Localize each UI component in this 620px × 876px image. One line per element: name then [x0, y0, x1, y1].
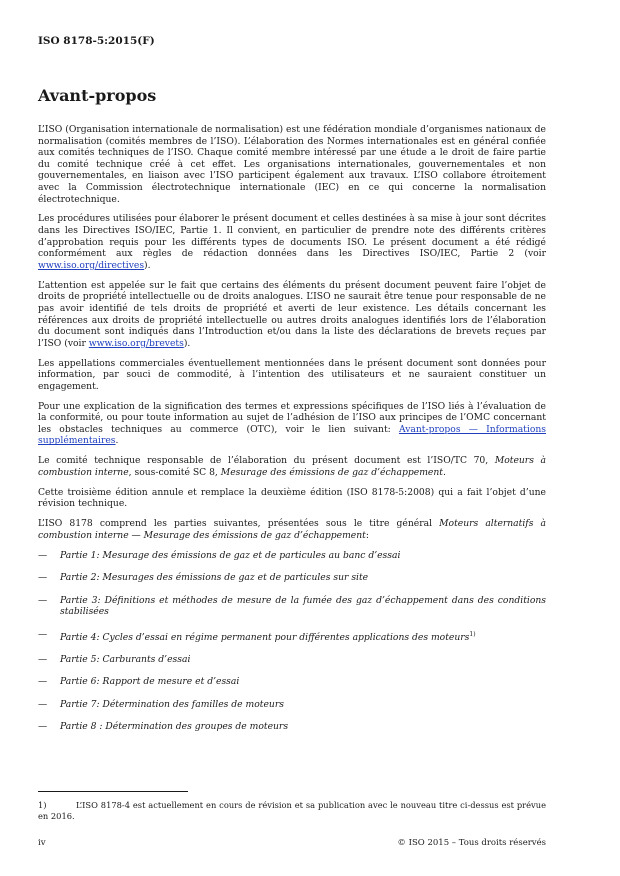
foreword-body	[38, 124, 546, 744]
standard-identifier: ISO 8178-5:2015(F)	[38, 35, 155, 47]
list-item: — Partie 2: Mesurages des émissions de gaz et de particules sur site	[38, 572, 369, 584]
paragraph-7: Cette troisième édition annule et remplace la deuxième édition (ISO 8178-5:2008) qui a fait l’objet d’une révision technique.	[38, 486, 546, 510]
list-item: — Partie 1: Mesurage des émissions de gaz et de particules au banc d’essai	[38, 549, 401, 561]
list-item: — Partie 4: Cycles d’essai en régime permanent pour différentes applications des moteurs$^{1)}$	[38, 628, 476, 643]
page-number: iv	[38, 838, 46, 848]
paragraph-3: L’attention est appelée sur le fait que certains des éléments du présent document peuvent faire l’objet de droits de propriété intellectuelle ou de droits analogues. L’ISO ne saurait être tenue pour responsable de ne pas avoir identifié de tels droits de propriété et averti de leur existence. Les détails concernant les références aux droits de propriété intellectuelle ou autres droits analogues identifiés lors de l’élaboration du document sont indiqués dans l’Introduction et/ou dans la liste des déclarations de brevets reçues par l’ISO (voir www.iso.org/brevets).	[38, 279, 546, 349]
paragraph-2: Les procédures utilisées pour élaborer le présent document et celles destinées à sa mise à jour sont décrites dans les Directives ISO/IEC, Partie 1. Il convient, en particulier de prendre note des différents critères d’approbation requis pour les différents types de documents ISO. Le présent document a été rédigé conformément aux règles de rédaction données dans les Directives ISO/IEC, Partie 2 (voir www.iso.org/directives).	[38, 213, 546, 271]
brevets-link[interactable]: www.iso.org/brevets	[88, 337, 184, 349]
paragraph-4: Les appellations commerciales éventuellement mentionnées dans le présent document sont données pour information, par souci de commodité, à l’intention des utilisateurs et ne sauraient constituer un engagement.	[38, 357, 546, 392]
list-dash: —	[38, 676, 48, 688]
supplementary-info-link[interactable]: Avant-propos — Informations supplémentaires	[38, 423, 546, 447]
list-item: — Partie 7: Détermination des familles de moteurs	[38, 698, 284, 710]
paragraph-6: Le comité technique responsable de l’élaboration du présent document est l’ISO/TC 70, Moteurs à combustion interne, sous-comité SC 8, Mesurage des émissions de gaz d’échappement.	[38, 455, 546, 478]
footnote-text: L’ISO 8178-4 est actuellement en cours de révision et sa publication avec le nouveau titre ci-dessus est prévue en 2016.	[38, 800, 546, 821]
directives-link[interactable]: www.iso.org/directives	[38, 259, 145, 271]
paragraph-8: L’ISO 8178 comprend les parties suivantes, présentées sous le titre général Moteurs alternatifs à combustion interne — Mesurage des émissions de gaz d’échappement:	[38, 518, 546, 541]
footnote	[38, 800, 546, 821]
list-dash: —	[38, 698, 48, 710]
footnote-divider	[38, 791, 188, 792]
list-item: — Partie 6: Rapport de mesure et d’essai	[38, 676, 240, 688]
copyright-notice: © ISO 2015 – Tous droits réservés	[397, 838, 546, 848]
list-dash: —	[38, 721, 48, 733]
footnote-ref[interactable]: 1)	[469, 630, 476, 638]
page-title: Avant-propos	[38, 86, 157, 105]
list-dash: —	[38, 653, 48, 665]
paragraph-1: L’ISO (Organisation internationale de normalisation) est une fédération mondiale d’organismes nationaux de normalisation (comités membres de l’ISO). L’élaboration des Normes internationales est en général confiée aux comités techniques de l’ISO. Chaque comité membre intéressé par une étude a le droit de faire partie du comité technique créé à cet effet. Les organisations internationales, gouvernementales et non gouvernementales, en liaison avec l’ISO participent également aux travaux. L’ISO collabore étroitement avec la Commission électrotechnique internationale (IEC) en ce qui concerne la normalisation électrotechnique.	[38, 124, 546, 205]
list-dash: —	[38, 628, 48, 640]
list-item: — Partie 3: Définitions et méthodes de mesure de la fumée des gaz d’échappement dans des conditions stabilisées	[38, 594, 546, 618]
paragraph-5: Pour une explication de la signification des termes et expressions spécifiques de l’ISO liés à l’évaluation de la conformité, ou pour toute information au sujet de l’adhésion de l’ISO aux principes de l’OMC concernant les obstacles techniques au commerce (OTC), voir le lien suivant: Avant-propos — Informations supplémentaires.	[38, 400, 546, 447]
parts-list	[38, 550, 546, 733]
list-item: — Partie 5: Carburants d’essai	[38, 653, 191, 665]
footnote-number: 1)	[38, 800, 47, 810]
list-dash: —	[38, 549, 48, 561]
list-item: — Partie 8 : Détermination des groupes de moteurs	[38, 721, 289, 733]
list-dash: —	[38, 594, 48, 606]
list-dash: —	[38, 572, 48, 584]
